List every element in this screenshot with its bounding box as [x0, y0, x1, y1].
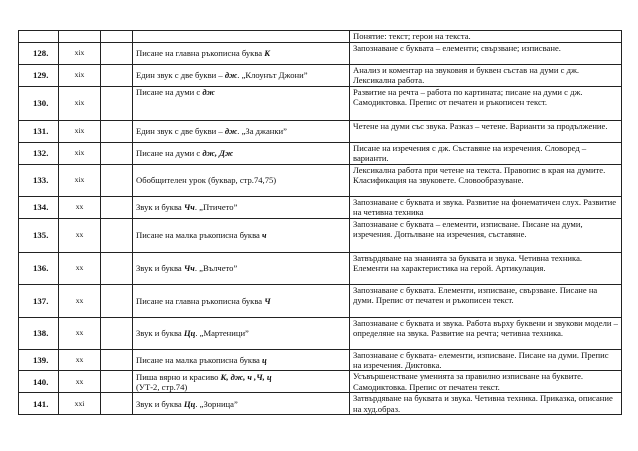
- lesson-goal: Запознаване с буквата. Елементи, изписване, свързване. Писане на думи. Препис от печатен и ръкописен текст.: [350, 285, 622, 318]
- empty-cell: [101, 143, 133, 165]
- topic-letter: дж: [224, 70, 238, 81]
- table-row: [19, 43, 622, 65]
- table-row: [19, 393, 622, 415]
- topic-text: Писане на главна ръкописна буква: [136, 295, 265, 306]
- topic-text: Писане на малка ръкописна буква: [136, 355, 263, 366]
- topic-text: Писане на главна ръкописна буква: [136, 48, 265, 59]
- topic-letter: ч: [262, 230, 267, 241]
- table-row: [19, 143, 622, 165]
- table-row: [19, 121, 622, 143]
- lesson-goal: Запознаване с буквата и звука. Развитие на фонематичен слух. Развитие на четивна техника: [350, 197, 622, 219]
- week-number: xix: [59, 165, 101, 197]
- lesson-number: 136.: [19, 253, 59, 285]
- table-row: [19, 371, 622, 393]
- week-number: xx: [59, 253, 101, 285]
- topic-text: Звук и буква: [136, 328, 184, 339]
- topic-text: Звук и буква: [136, 398, 184, 409]
- topic-text: Пиша вярно и красиво: [136, 371, 221, 382]
- table-row: [19, 197, 622, 219]
- empty-cell: [101, 371, 133, 393]
- table-row: [19, 65, 622, 87]
- lesson-topic: [133, 393, 350, 415]
- topic-letter: дж, Дж: [202, 148, 234, 159]
- empty-cell: [101, 31, 133, 43]
- lesson-goal: Запознаване с буквата – елементи, изписване. Писане на думи, изречения. Допълване на изречения, съставяне.: [350, 219, 622, 253]
- empty-cell: [133, 31, 350, 43]
- table-row: [19, 31, 622, 43]
- lesson-plan-table: [18, 30, 622, 415]
- topic-title: . „Мартеници”: [195, 328, 249, 339]
- topic-letter: ц: [262, 355, 267, 366]
- lesson-topic: [133, 87, 350, 121]
- topic-title: . „Клоунът Джони”: [237, 70, 308, 81]
- empty-cell: [101, 393, 133, 415]
- lesson-number: 134.: [19, 197, 59, 219]
- lesson-goal: Анализ и коментар на звуковия и буквен състав на думи с дж. Лексикална работа.: [350, 65, 622, 87]
- lesson-number: 129.: [19, 65, 59, 87]
- empty-cell: [101, 165, 133, 197]
- empty-cell: [59, 31, 101, 43]
- topic-text: Писане на думи с: [136, 148, 203, 159]
- table-row: [19, 318, 622, 350]
- empty-cell: [101, 197, 133, 219]
- lesson-goal: Развитие на речта – работа по картината; писане на думи с дж. Самодиктовка. Препис от печатен и ръкописен текст.: [350, 87, 622, 121]
- table-row: [19, 165, 622, 197]
- week-number: xix: [59, 43, 101, 65]
- table-row: [19, 219, 622, 253]
- lesson-number: 139.: [19, 350, 59, 371]
- topic-text: Един звук с две букви –: [136, 126, 225, 137]
- topic-title: . „Вълчето”: [194, 263, 238, 274]
- week-number: xx: [59, 285, 101, 318]
- lesson-topic: [133, 165, 350, 197]
- lesson-number: 140.: [19, 371, 59, 393]
- lesson-number: 141.: [19, 393, 59, 415]
- lesson-goal: Затвърдяване на буквата и звука. Четивна техника. Приказка, описание на худ.образ.: [350, 393, 622, 415]
- topic-reference: (УТ-2, стр.74): [136, 381, 188, 392]
- topic-letter: Цц: [183, 398, 196, 409]
- lesson-topic: [133, 65, 350, 87]
- lesson-number: 128.: [19, 43, 59, 65]
- lesson-number: 132.: [19, 143, 59, 165]
- topic-text: Обобщителен урок (буквар, стр.74,75): [136, 175, 277, 186]
- topic-text: Звук и буква: [136, 263, 184, 274]
- table-row: [19, 285, 622, 318]
- lesson-topic: [133, 371, 350, 393]
- table-row: [19, 350, 622, 371]
- topic-letter: Чч: [183, 202, 195, 213]
- topic-letter: дж: [202, 87, 215, 97]
- lesson-topic: [133, 285, 350, 318]
- week-number: xix: [59, 121, 101, 143]
- table-row: [19, 253, 622, 285]
- topic-letter: К, дж, ч ,Ч, ц: [220, 371, 272, 382]
- week-number: xx: [59, 219, 101, 253]
- week-number: xix: [59, 87, 101, 121]
- lesson-number: 138.: [19, 318, 59, 350]
- lesson-topic: [133, 143, 350, 165]
- empty-cell: [101, 65, 133, 87]
- lesson-goal: Усъвършенстване уменията за правилно изписване на буквите. Самодиктовка. Препис от печатен текст.: [350, 371, 622, 393]
- lesson-goal: Запознаване с буквата- елементи, изписване. Писане на думи. Препис на изречения. Диктовка.: [350, 350, 622, 371]
- lesson-goal: Затвърдяване на знанията за буквата и звука. Четивна техника. Елементи на характеристика на герой. Артикулация.: [350, 253, 622, 285]
- empty-cell: [101, 43, 133, 65]
- week-number: xix: [59, 65, 101, 87]
- empty-cell: [101, 318, 133, 350]
- lesson-goal: Запознаване с буквата – елементи; свързване; изписване.: [350, 43, 622, 65]
- empty-cell: [101, 87, 133, 121]
- lesson-goal: Лексикална работа при четене на текста. Правопис в края на думите. Класификация на звуковете. Словообразуване.: [350, 165, 622, 197]
- topic-text: Звук и буква: [136, 202, 184, 213]
- topic-letter: дж: [224, 126, 238, 137]
- topic-text: Писане на думи с: [136, 87, 203, 97]
- lesson-number: 133.: [19, 165, 59, 197]
- week-number: xx: [59, 371, 101, 393]
- topic-letter: К: [264, 48, 271, 59]
- lesson-goal: Писане на изречения с дж. Съставяне на изречения. Словоред – варианти.: [350, 143, 622, 165]
- empty-cell: [101, 219, 133, 253]
- empty-cell: [19, 31, 59, 43]
- topic-title: . „Зорница”: [195, 398, 238, 409]
- lesson-topic: [133, 121, 350, 143]
- week-number: xx: [59, 197, 101, 219]
- empty-cell: [101, 121, 133, 143]
- lesson-number: 131.: [19, 121, 59, 143]
- lesson-topic: [133, 43, 350, 65]
- lesson-goal: Четене на думи със звука. Разказ – четене. Варианти за продължение.: [350, 121, 622, 143]
- topic-letter: Цц: [183, 328, 196, 339]
- empty-cell: [101, 285, 133, 318]
- week-number: xx: [59, 318, 101, 350]
- empty-cell: [101, 253, 133, 285]
- week-number: xix: [59, 143, 101, 165]
- table-row: [19, 87, 622, 121]
- lesson-number: 137.: [19, 285, 59, 318]
- lesson-number: 135.: [19, 219, 59, 253]
- topic-text: Писане на малка ръкописна буква: [136, 230, 263, 241]
- table-body: [19, 31, 622, 415]
- topic-title: . „Птичето”: [194, 202, 238, 213]
- lesson-topic: [133, 350, 350, 371]
- topic-title: . „За джанки”: [237, 126, 287, 137]
- empty-cell: [101, 350, 133, 371]
- lesson-topic: [133, 318, 350, 350]
- topic-letter: Ч: [264, 295, 271, 306]
- goal-cell: Понятие: текст; герои на текста.: [350, 31, 622, 43]
- week-number: xx: [59, 350, 101, 371]
- topic-letter: Чч: [183, 263, 195, 274]
- lesson-number: 130.: [19, 87, 59, 121]
- lesson-topic: [133, 253, 350, 285]
- week-number: xxi: [59, 393, 101, 415]
- topic-text: Един звук с две букви –: [136, 70, 225, 81]
- lesson-goal: Запознаване с буквата и звука. Работа върху буквени и звукови модели – определяне на звука. Развитие на речта; четивна техника.: [350, 318, 622, 350]
- lesson-topic: [133, 219, 350, 253]
- lesson-topic: [133, 197, 350, 219]
